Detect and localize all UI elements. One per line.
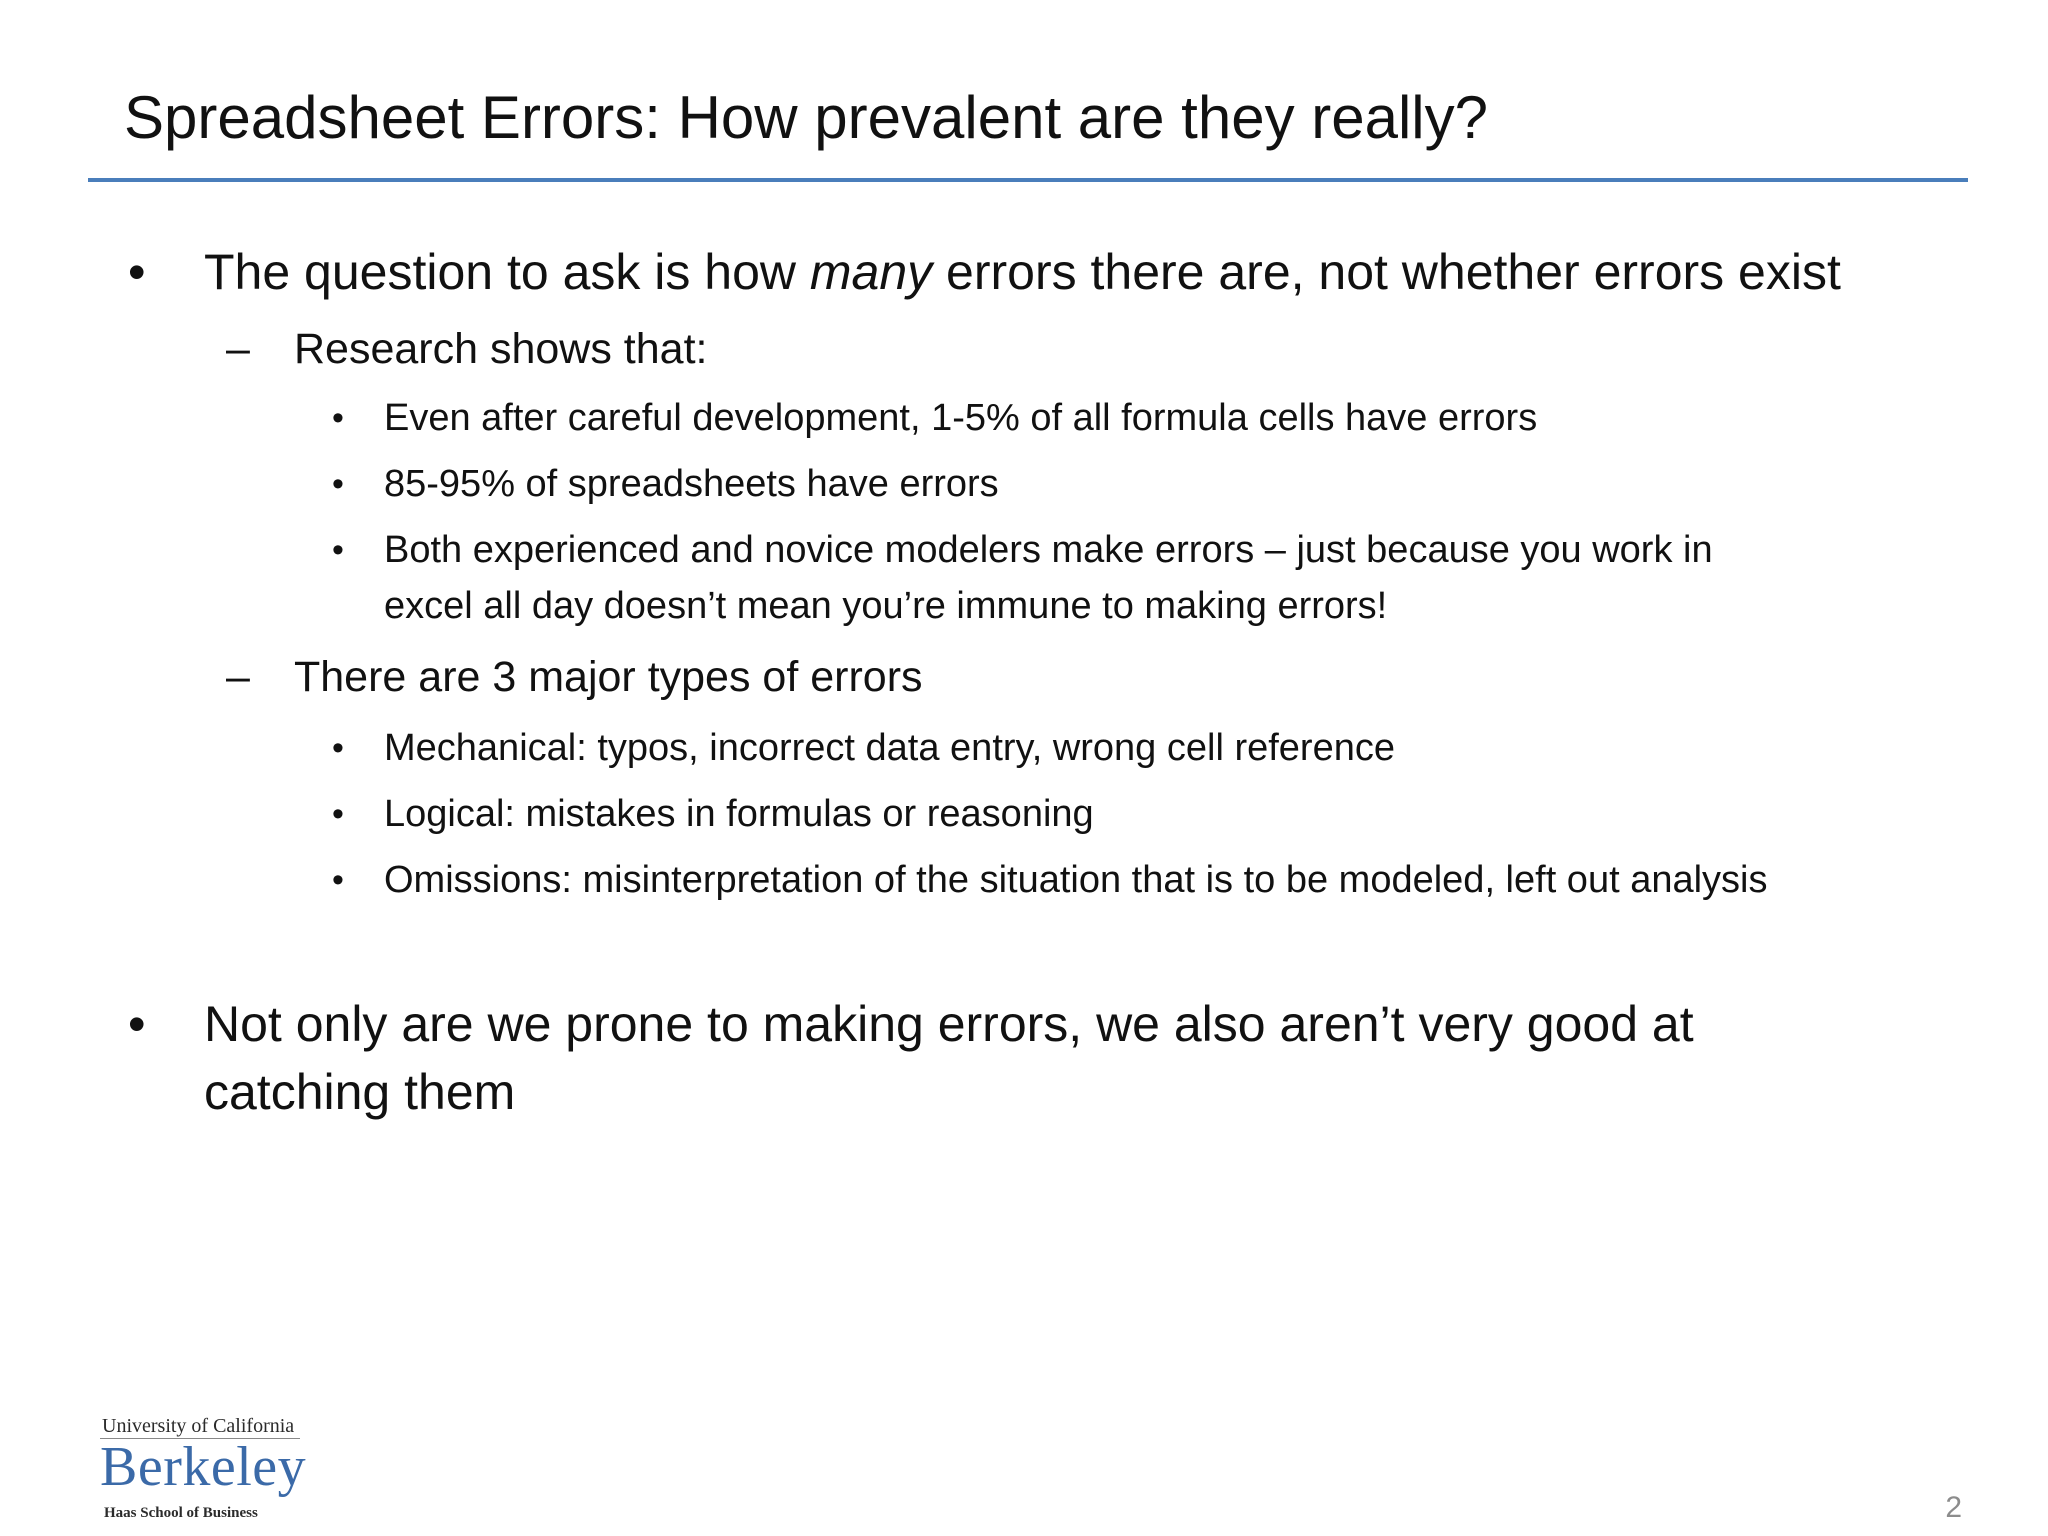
- bullet-marker: •: [332, 729, 344, 767]
- bullet-line: catching them: [204, 1064, 516, 1120]
- list-item: [332, 522, 1713, 634]
- list-item: [332, 720, 1395, 776]
- bullet-text-before: The question to ask is how: [204, 244, 810, 300]
- dash-marker: –: [226, 653, 250, 701]
- bullet-marker: •: [332, 531, 344, 569]
- bullet-marker: •: [332, 465, 344, 503]
- logo-berkeley-wordmark: Berkeley: [100, 1436, 307, 1498]
- list-item-text: Logical: mistakes in formulas or reasoning: [384, 793, 1094, 835]
- logo-university-text: University of California: [102, 1415, 295, 1437]
- list-item: [332, 456, 999, 512]
- bullet-marker: •: [332, 795, 344, 833]
- sub-bullet-text: Research shows that:: [294, 325, 708, 373]
- sub-bullet-error-types: [226, 648, 923, 706]
- bullet-marker: •: [128, 996, 146, 1052]
- list-item-text: 85-95% of spreadsheets have errors: [384, 463, 999, 505]
- slide-title: Spreadsheet Errors: How prevalent are they really?: [124, 84, 1489, 151]
- sub-bullet-research: [226, 320, 708, 378]
- list-item-line: Both experienced and novice modelers make errors – just because you work in: [384, 529, 1713, 571]
- page-number: 2: [1945, 1491, 1962, 1524]
- bullet-marker: •: [128, 244, 146, 300]
- list-item-text: Omissions: misinterpretation of the situation that is to be modeled, left out analysis: [384, 859, 1768, 901]
- bullet-catching: [128, 990, 1694, 1126]
- list-item-text: Even after careful development, 1-5% of all formula cells have errors: [384, 397, 1538, 439]
- bullet-text-emphasis: many: [809, 244, 933, 300]
- logo-school-text: Haas School of Business: [104, 1505, 258, 1521]
- list-item: [332, 852, 1768, 908]
- list-item: [332, 786, 1094, 842]
- title-underline: [88, 178, 1968, 182]
- berkeley-haas-logo: [100, 1414, 310, 1526]
- bullet-question: [128, 238, 1841, 306]
- list-item-line: excel all day doesn’t mean you’re immune to making errors!: [384, 585, 1388, 627]
- sub-bullet-text: There are 3 major types of errors: [294, 653, 923, 701]
- dash-marker: –: [226, 325, 250, 373]
- list-item-text: Mechanical: typos, incorrect data entry, wrong cell reference: [384, 727, 1395, 769]
- bullet-text-after: errors there are, not whether errors exist: [932, 244, 1841, 300]
- bullet-marker: •: [332, 399, 344, 437]
- bullet-marker: •: [332, 861, 344, 899]
- bullet-line: Not only are we prone to making errors, we also aren’t very good at: [204, 996, 1694, 1052]
- list-item: [332, 390, 1538, 446]
